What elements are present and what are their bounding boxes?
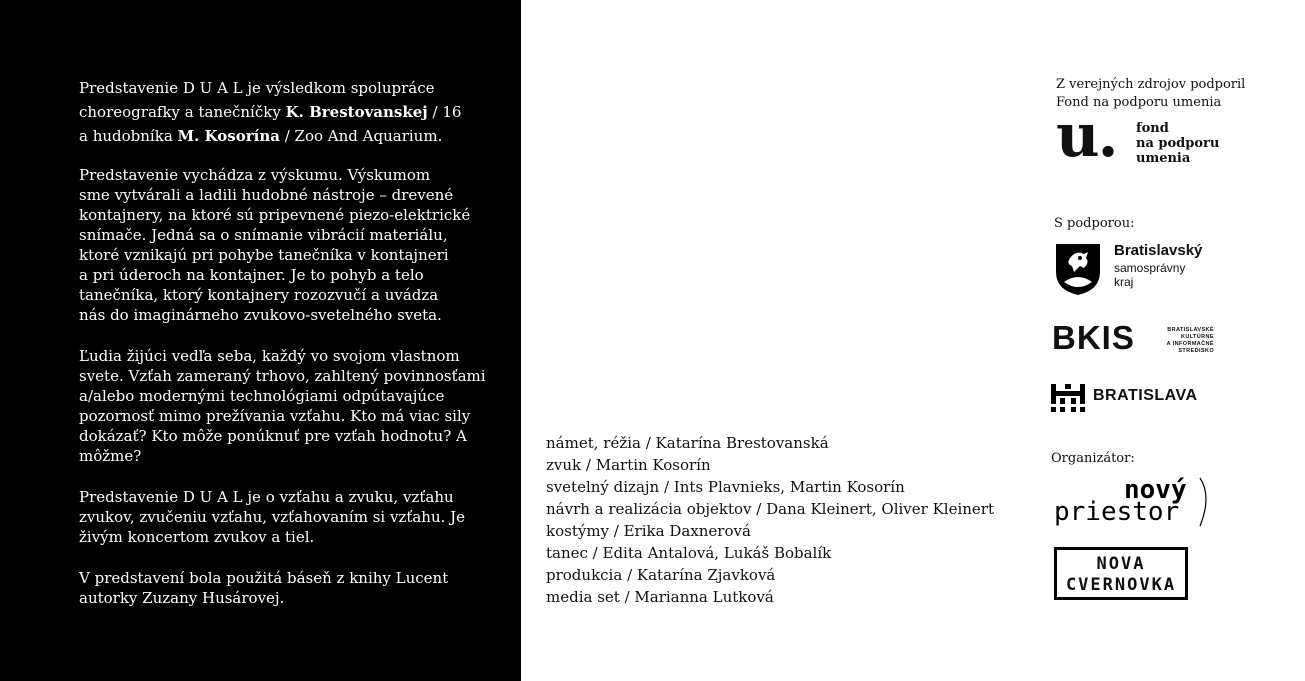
nc-line-2: CVERNOVKA <box>1065 575 1177 595</box>
text-line: Predstavenie vychádza z výskumu. Výskumom <box>79 166 431 184</box>
support-caption: S podporou: <box>1054 216 1135 231</box>
bkis-logo <box>1052 319 1232 356</box>
text-line: a/alebo modernými technológiami odpútavajúce <box>79 387 445 405</box>
credit-line: svetelný dizajn / Ints Plavnieks, Martin Kosorín <box>546 478 905 496</box>
bratislava-city-logo <box>1051 384 1231 412</box>
musician-name: M. Kosorína <box>177 127 280 145</box>
intro-line-2: choreografky a tanečníčky K. Brestovanskej / 16 <box>79 103 462 121</box>
public-funding-line-1: Z verejných zdrojov podporil <box>1056 77 1246 92</box>
relationship-paragraph <box>79 487 509 547</box>
text-line: môžme? <box>79 447 142 465</box>
text-line: tanečníka, ktorý kontajnery rozozvučí a uvádza <box>79 286 439 304</box>
text-line: svete. Vzťah zameraný trhovo, zahltený povinnosťami <box>79 367 486 385</box>
nc-line-1: NOVA <box>1096 554 1146 574</box>
credit-line: media set / Marianna Lutková <box>546 588 774 606</box>
public-funding-line-2: Fond na podporu umenia <box>1056 95 1222 110</box>
text-line: V predstavení bola použitá báseň z knihy Lucent <box>79 569 449 587</box>
sponsors-column <box>1050 0 1305 681</box>
choreographer-name: K. Brestovanskej <box>285 103 428 121</box>
intro-line-1: Predstavenie D U A L je výsledkom spolupráce <box>79 79 435 97</box>
novy-priestor-wordmark <box>1052 470 1212 530</box>
bratislava-wordmark: BRATISLAVA <box>1093 387 1198 404</box>
credit-line: tanec / Edita Antalová, Lukáš Bobalík <box>546 544 832 562</box>
fpu-u-logo-icon: u. <box>1056 101 1117 171</box>
text-line: kontajnery, na ktoré sú pripevnené piezo-elektrické <box>79 206 471 224</box>
bkis-subtitle: BRATISLAVSKÉ KULTÚRNE A INFORMAČNÉ STREDISKO <box>1166 327 1214 354</box>
svg-text:priestor: priestor <box>1054 497 1180 527</box>
bratislava-region-logo <box>1054 242 1234 298</box>
fpu-logo-text: fond na podporu umenia <box>1136 121 1220 166</box>
text-line: živým koncertom zvukov a tiel. <box>79 528 315 546</box>
novy-priestor-logo <box>1052 470 1212 530</box>
text-line: snímače. Jedná sa o snímanie vibrácií materiálu, <box>79 226 448 244</box>
text-line: ktoré vznikajú pri pohybe tanečníka v kontajneri <box>79 246 449 264</box>
credit-line: zvuk / Martin Kosorín <box>546 456 711 474</box>
fond-na-podporu-umenia-logo <box>1056 101 1236 172</box>
poem-paragraph <box>79 568 509 608</box>
text-line: pozornosť mimo prežívania vzťahu. Kto má viac sily <box>79 407 471 425</box>
text-line: nás do imaginárneho zvukovo-svetelného sveta. <box>79 306 442 324</box>
nova-cvernovka-logo <box>1054 547 1188 600</box>
research-paragraph <box>79 165 509 325</box>
text-line: sme vytvárali a ladili hudobné nástroje – drevené <box>79 186 454 204</box>
bkis-mark: BKIS <box>1052 319 1135 356</box>
credit-line: produkcia / Katarína Zjavková <box>546 566 776 584</box>
bsk-subtitle: samosprávny kraj <box>1114 261 1186 289</box>
people-paragraph <box>79 346 509 466</box>
organizer-caption: Organizátor: <box>1051 451 1135 466</box>
text-line: autorky Zuzany Husárovej. <box>79 589 285 607</box>
bsk-title: Bratislavský <box>1114 242 1203 259</box>
intro-line-3: a hudobníka M. Kosorína / Zoo And Aquarium. <box>79 127 443 145</box>
bratislava-region-coat-of-arms-icon <box>1054 242 1102 296</box>
description-text <box>79 76 509 629</box>
text-line: a pri úderoch na kontajner. Je to pohyb a telo <box>79 266 424 284</box>
credits-list <box>546 432 1016 608</box>
text-line: Ľudia žijúci vedľa seba, každý vo svojom vlastnom <box>79 347 460 365</box>
left-black-panel <box>0 0 521 681</box>
text-line: dokázať? Kto môže ponúknuť pre vzťah hodnotu? A <box>79 427 467 445</box>
text-line: zvukov, zvučeniu vzťahu, vzťahovaním si vzťahu. Je <box>79 508 466 526</box>
bratislava-city-castle-icon <box>1051 384 1085 412</box>
text-line: Predstavenie D U A L je o vzťahu a zvuku, vzťahu <box>79 488 454 506</box>
credit-line: návrh a realizácia objektov / Dana Kleinert, Oliver Kleinert <box>546 500 994 518</box>
credit-line: námet, réžia / Katarína Brestovanská <box>546 434 829 452</box>
credit-line: kostýmy / Erika Daxnerová <box>546 522 751 540</box>
intro-paragraph <box>79 76 509 148</box>
svg-text:nový: nový <box>1124 475 1187 505</box>
